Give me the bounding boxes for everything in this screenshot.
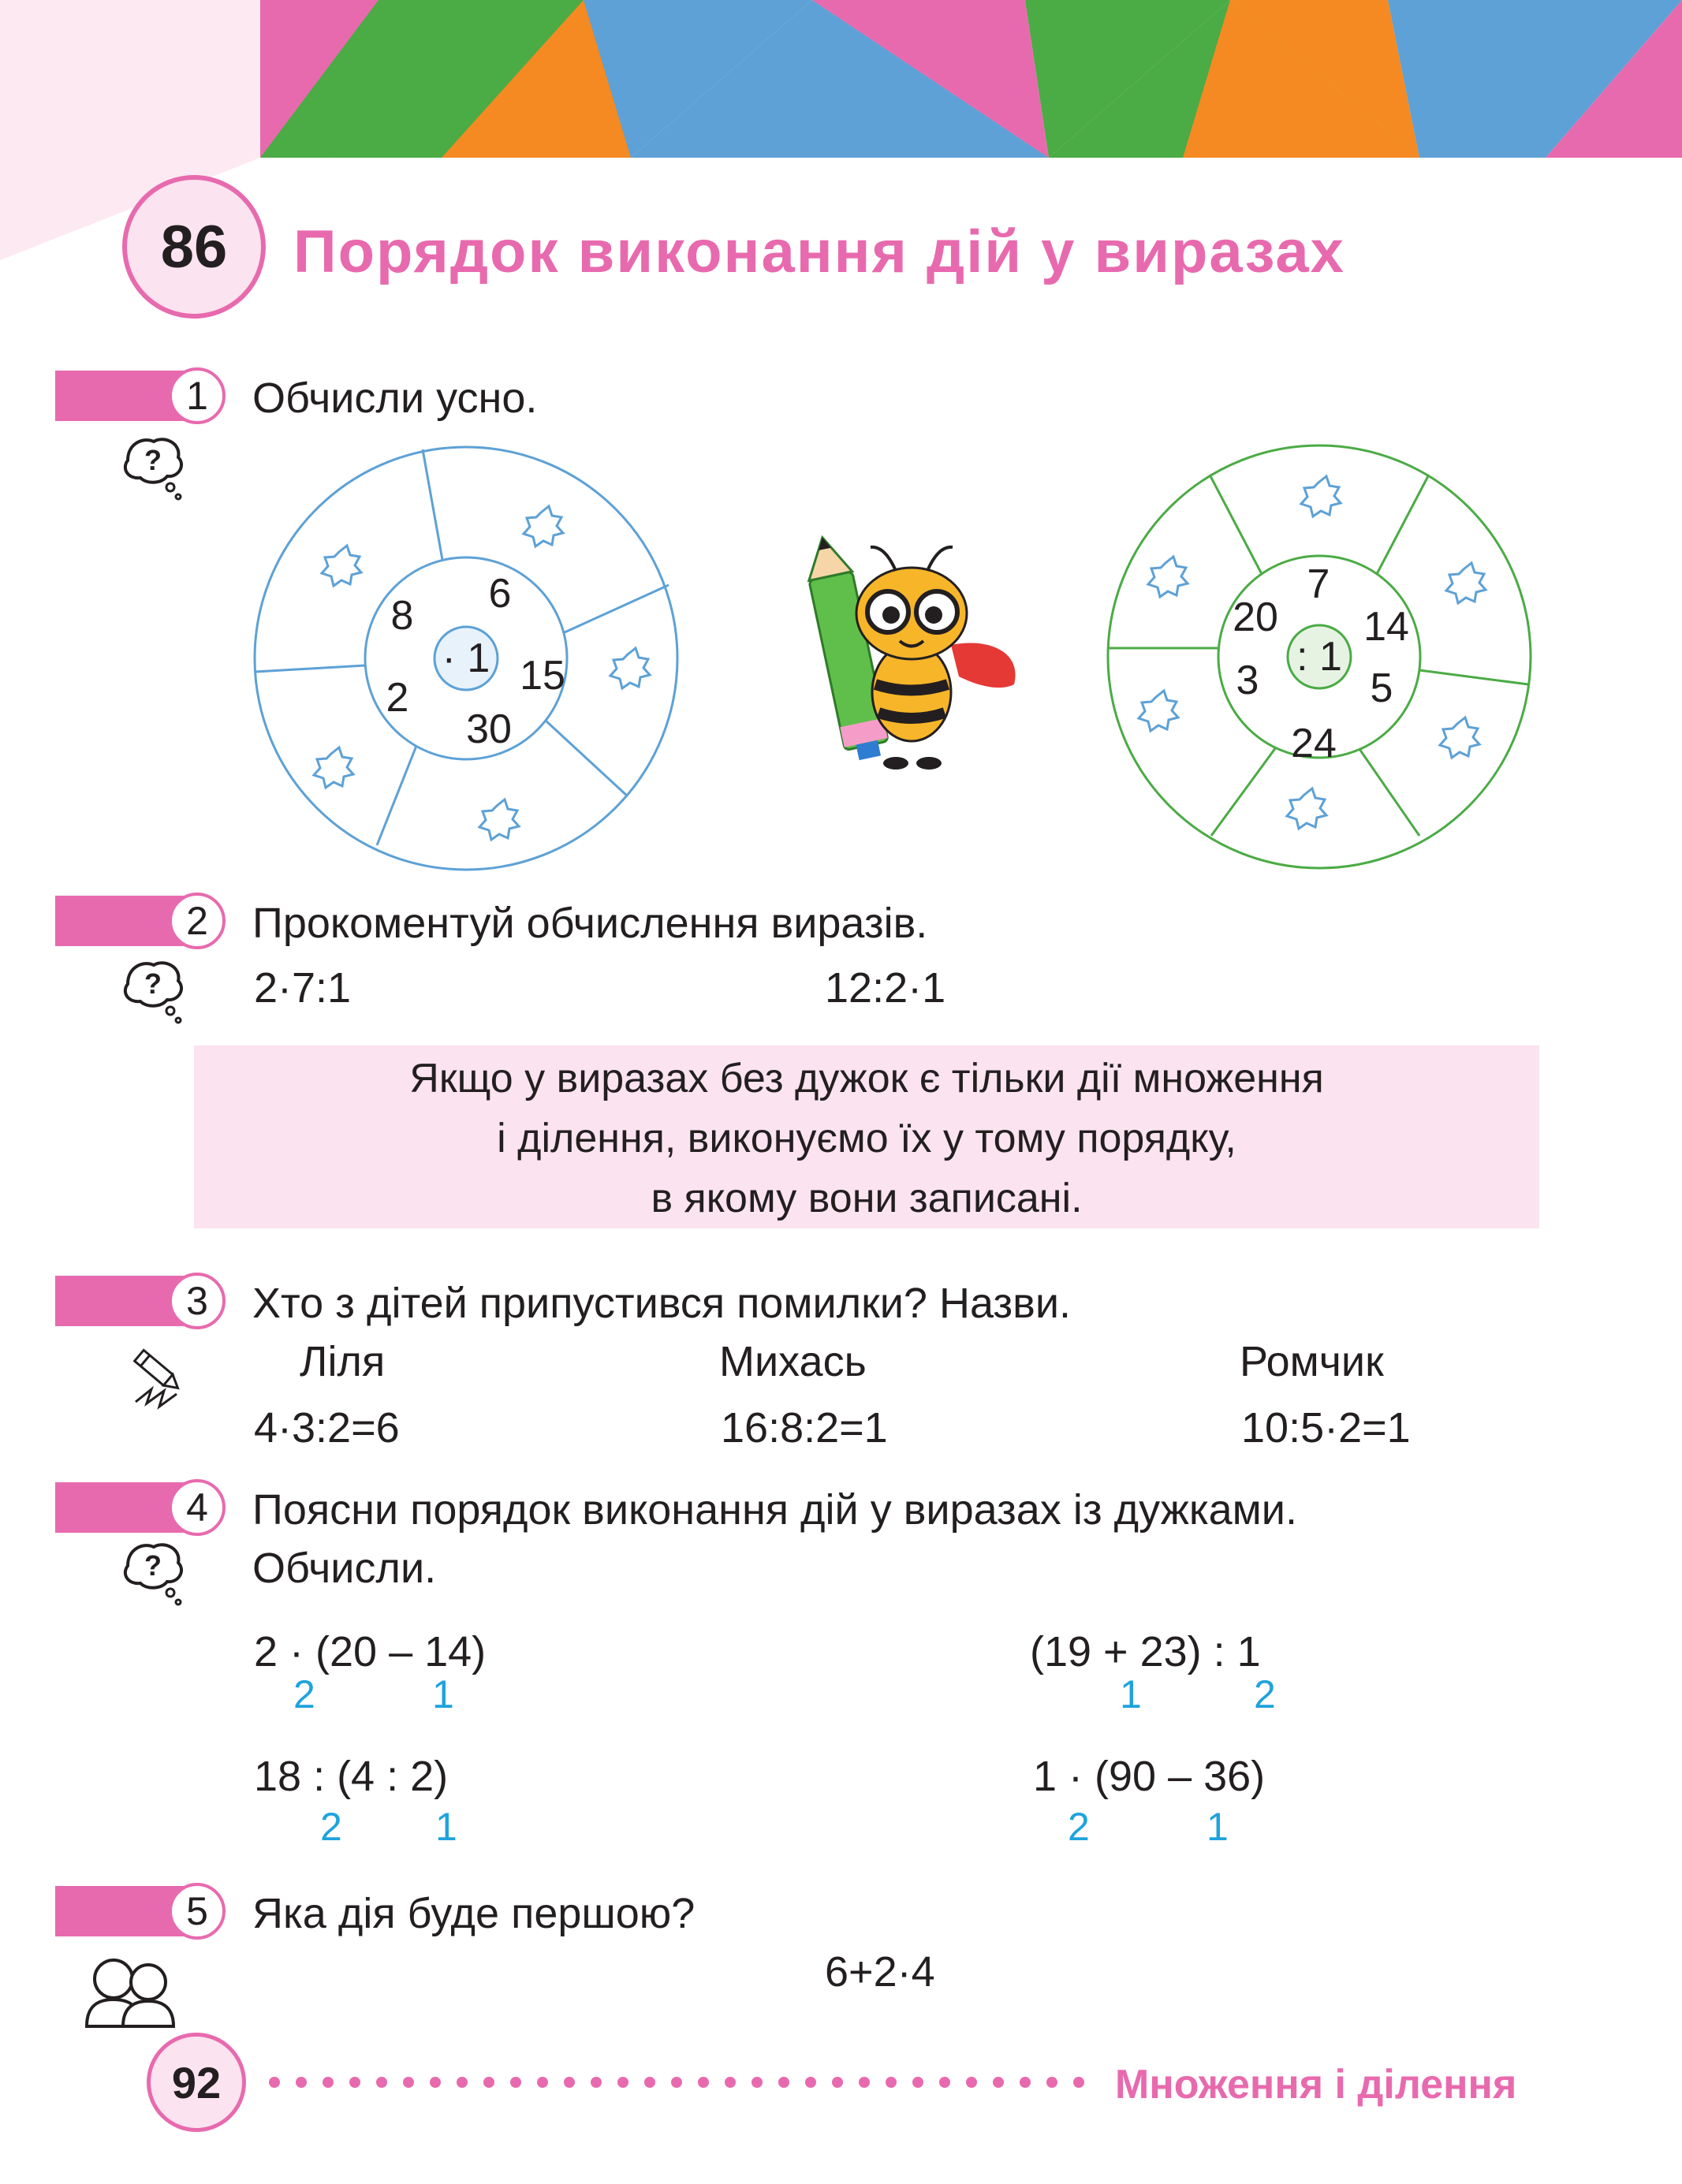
circle-number: 8 [390,593,414,639]
action-order-number: 2 [293,1672,315,1716]
task4-expression: (19 + 23) : 1 [1030,1628,1261,1675]
pencil-icon [120,1340,191,1411]
task5-expression: 6+2·4 [825,1948,935,1996]
task2-number: 2 [169,893,226,949]
circle-number: 5 [1370,665,1393,711]
question-bubble-icon [118,956,189,1027]
lesson-number: 86 [160,213,228,281]
page-number-badge [147,2033,246,2132]
action-order-number: 2 [1254,1672,1276,1716]
lesson-number-badge [122,175,266,319]
question-bubble-icon [118,432,189,503]
rule-line: і ділення, виконуємо їх у тому порядку, [497,1116,1236,1161]
circle-number: 7 [1307,561,1330,607]
circle-number: 15 [520,653,565,699]
child-name: Михась [719,1338,867,1385]
task3-number: 3 [169,1273,226,1329]
circle-number: 14 [1363,604,1409,650]
child-expression: 4·3:2=6 [254,1404,400,1452]
svg-text:?: ? [144,967,162,1000]
rule-box [194,1045,1539,1228]
pair-work-icon [79,1947,181,2034]
division-circle [1104,442,1535,872]
task2-expression-1: 2·7:1 [254,964,352,1012]
circle-center-label: · 1 [442,635,490,681]
bee-mascot-illustration [793,527,1030,779]
child-name: Ліля [300,1338,386,1385]
circle-number: 20 [1233,594,1278,640]
task4-expression: 2 · (20 – 14) [254,1628,487,1675]
task1-number: 1 [169,367,226,424]
task4-text-cont: Обчисли. [252,1545,437,1592]
svg-text:?: ? [144,444,162,476]
task2-text: Прокоментуй обчислення виразів. [252,900,928,947]
task5-text: Яка дія буде першою? [252,1890,696,1937]
footer-section-title: Множення і ділення [1115,2062,1517,2108]
circle-number: 3 [1236,658,1259,703]
lesson-title: Порядок виконання дій у виразах [293,218,1345,285]
task4-text: Поясни порядок виконання дій у виразах із дужками. [252,1486,1297,1534]
circle-number: 2 [386,675,409,721]
multiplication-circle [251,443,681,874]
child-expression: 10:5·2=1 [1241,1404,1411,1452]
action-order-number: 2 [1068,1805,1090,1849]
circle-center-label: : 1 [1296,634,1342,680]
task4-number: 4 [169,1479,226,1536]
page-number: 92 [171,2057,222,2108]
circle-number: 30 [466,706,512,752]
action-order-number: 1 [1206,1805,1229,1849]
task3-text: Хто з дітей припустився помилки? Назви. [252,1280,1071,1327]
task1-text: Обчисли усно. [252,375,538,422]
child-expression: 16:8:2=1 [721,1404,888,1452]
action-order-number: 1 [432,1672,454,1716]
action-order-number: 1 [1120,1672,1142,1716]
action-order-number: 1 [435,1805,457,1849]
question-bubble-icon [118,1537,189,1608]
task5-number: 5 [169,1883,226,1940]
task4-expression: 1 · (90 – 36) [1033,1753,1266,1800]
rule-line: Якщо у виразах без дужок є тільки дії множення [409,1056,1324,1101]
svg-text:?: ? [144,1549,162,1582]
footer-dotted-line [268,2070,1096,2094]
rule-line: в якому вони записані. [651,1176,1083,1221]
task4-expression: 18 : (4 : 2) [254,1753,449,1800]
circle-number: 6 [488,571,512,617]
circle-number: 24 [1291,721,1337,766]
action-order-number: 2 [320,1805,342,1849]
task2-expression-2: 12:2·1 [825,964,946,1012]
child-name: Ромчик [1240,1338,1384,1385]
